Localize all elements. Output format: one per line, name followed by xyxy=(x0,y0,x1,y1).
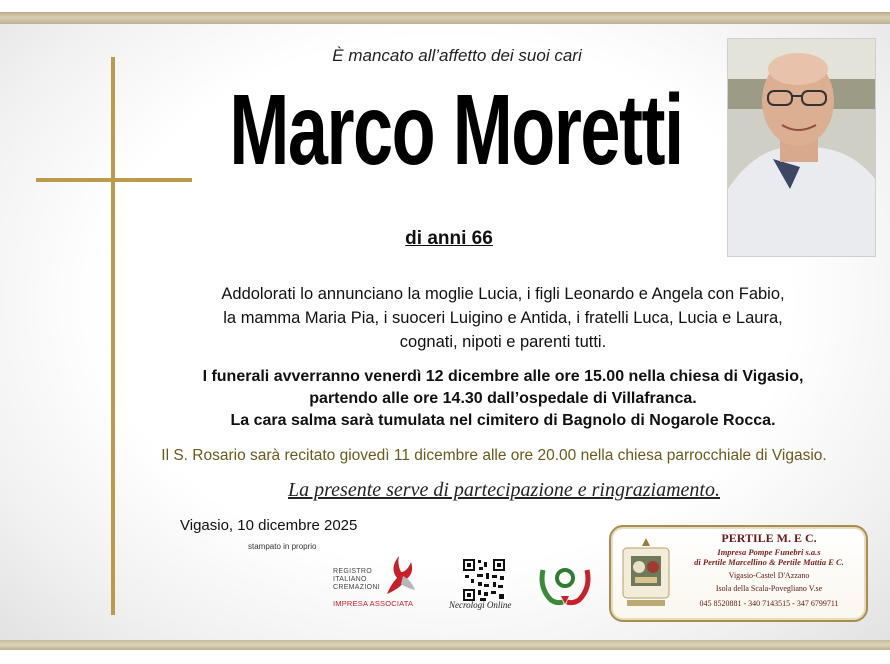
registro-cremazioni-logo xyxy=(333,554,423,612)
cross-vertical-bar xyxy=(111,57,115,615)
printed-note: stampato in proprio xyxy=(248,542,317,551)
top-gold-border xyxy=(0,12,890,24)
registro-associate: IMPRESA ASSOCIATA xyxy=(333,599,414,608)
age-line: di anni 66 xyxy=(405,228,493,249)
deceased-name: Marco Moretti xyxy=(229,74,683,186)
cross-horizontal-bar xyxy=(36,178,192,182)
registro-line: REGISTRO xyxy=(333,568,372,575)
funeral-home-line: Vigasio-Castel D'Azzano xyxy=(728,571,810,580)
announcement-line: la mamma Maria Pia, i suoceri Luigino e Antida, i fratelli Luca, Lucia e Laura, xyxy=(223,309,783,327)
funeral-line: I funerali avverranno venerdì 12 dicembre alle ore 15.00 nella chiesa di Vigasio, xyxy=(202,368,804,385)
rosary-notice: Il S. Rosario sarà recitato giovedì 11 dicembre alle ore 20.00 nella chiesa parrocchiale di Vigasio. xyxy=(161,447,827,464)
funeral-home-card xyxy=(609,525,868,622)
place-date: Vigasio, 10 dicembre 2025 xyxy=(180,517,358,534)
registro-line: CREMAZIONI xyxy=(333,584,380,591)
portrait-photo xyxy=(727,38,876,257)
funeral-home-line: di Pertile Marcellino & Pertile Mattia E C. xyxy=(694,557,844,567)
thanks-line: La presente serve di partecipazione e ringraziamento. xyxy=(288,479,720,501)
funeral-home-name: PERTILE M. E C. xyxy=(721,531,817,545)
announcement-text xyxy=(221,282,784,354)
registro-line: ITALIANO xyxy=(333,576,367,583)
funeral-home-phones: 045 8520881 - 340 7143515 - 347 6799711 xyxy=(699,599,839,608)
funeral-line: La cara salma sarà tumulata nel cimitero di Bagnolo di Nogarole Rocca. xyxy=(230,412,776,429)
funeral-home-line: Isola della Scala-Povegliano V.se xyxy=(715,584,823,593)
funeral-line: partendo alle ore 14.30 dall’ospedale di Villafranca. xyxy=(309,390,697,407)
flame-bird-icon xyxy=(381,554,419,596)
qr-code-icon[interactable] xyxy=(462,558,506,602)
funeral-home-crest-icon xyxy=(617,534,675,610)
announcement-line: Addolorati lo annunciano la moglie Lucia, i figli Leonardo e Angela con Fabio, xyxy=(221,285,785,303)
funeral-home-line: Impresa Pompe Funebri s.a.s xyxy=(717,547,821,557)
funeral-details xyxy=(203,366,804,432)
announcement-line: cognati, nipoti e parenti tutti. xyxy=(399,333,607,351)
bottom-gold-border xyxy=(0,640,890,650)
qr-caption: Necrologi Online xyxy=(449,600,512,610)
association-emblem-icon xyxy=(537,558,593,606)
intro-line: È mancato all’affetto dei suoi cari xyxy=(332,46,582,65)
